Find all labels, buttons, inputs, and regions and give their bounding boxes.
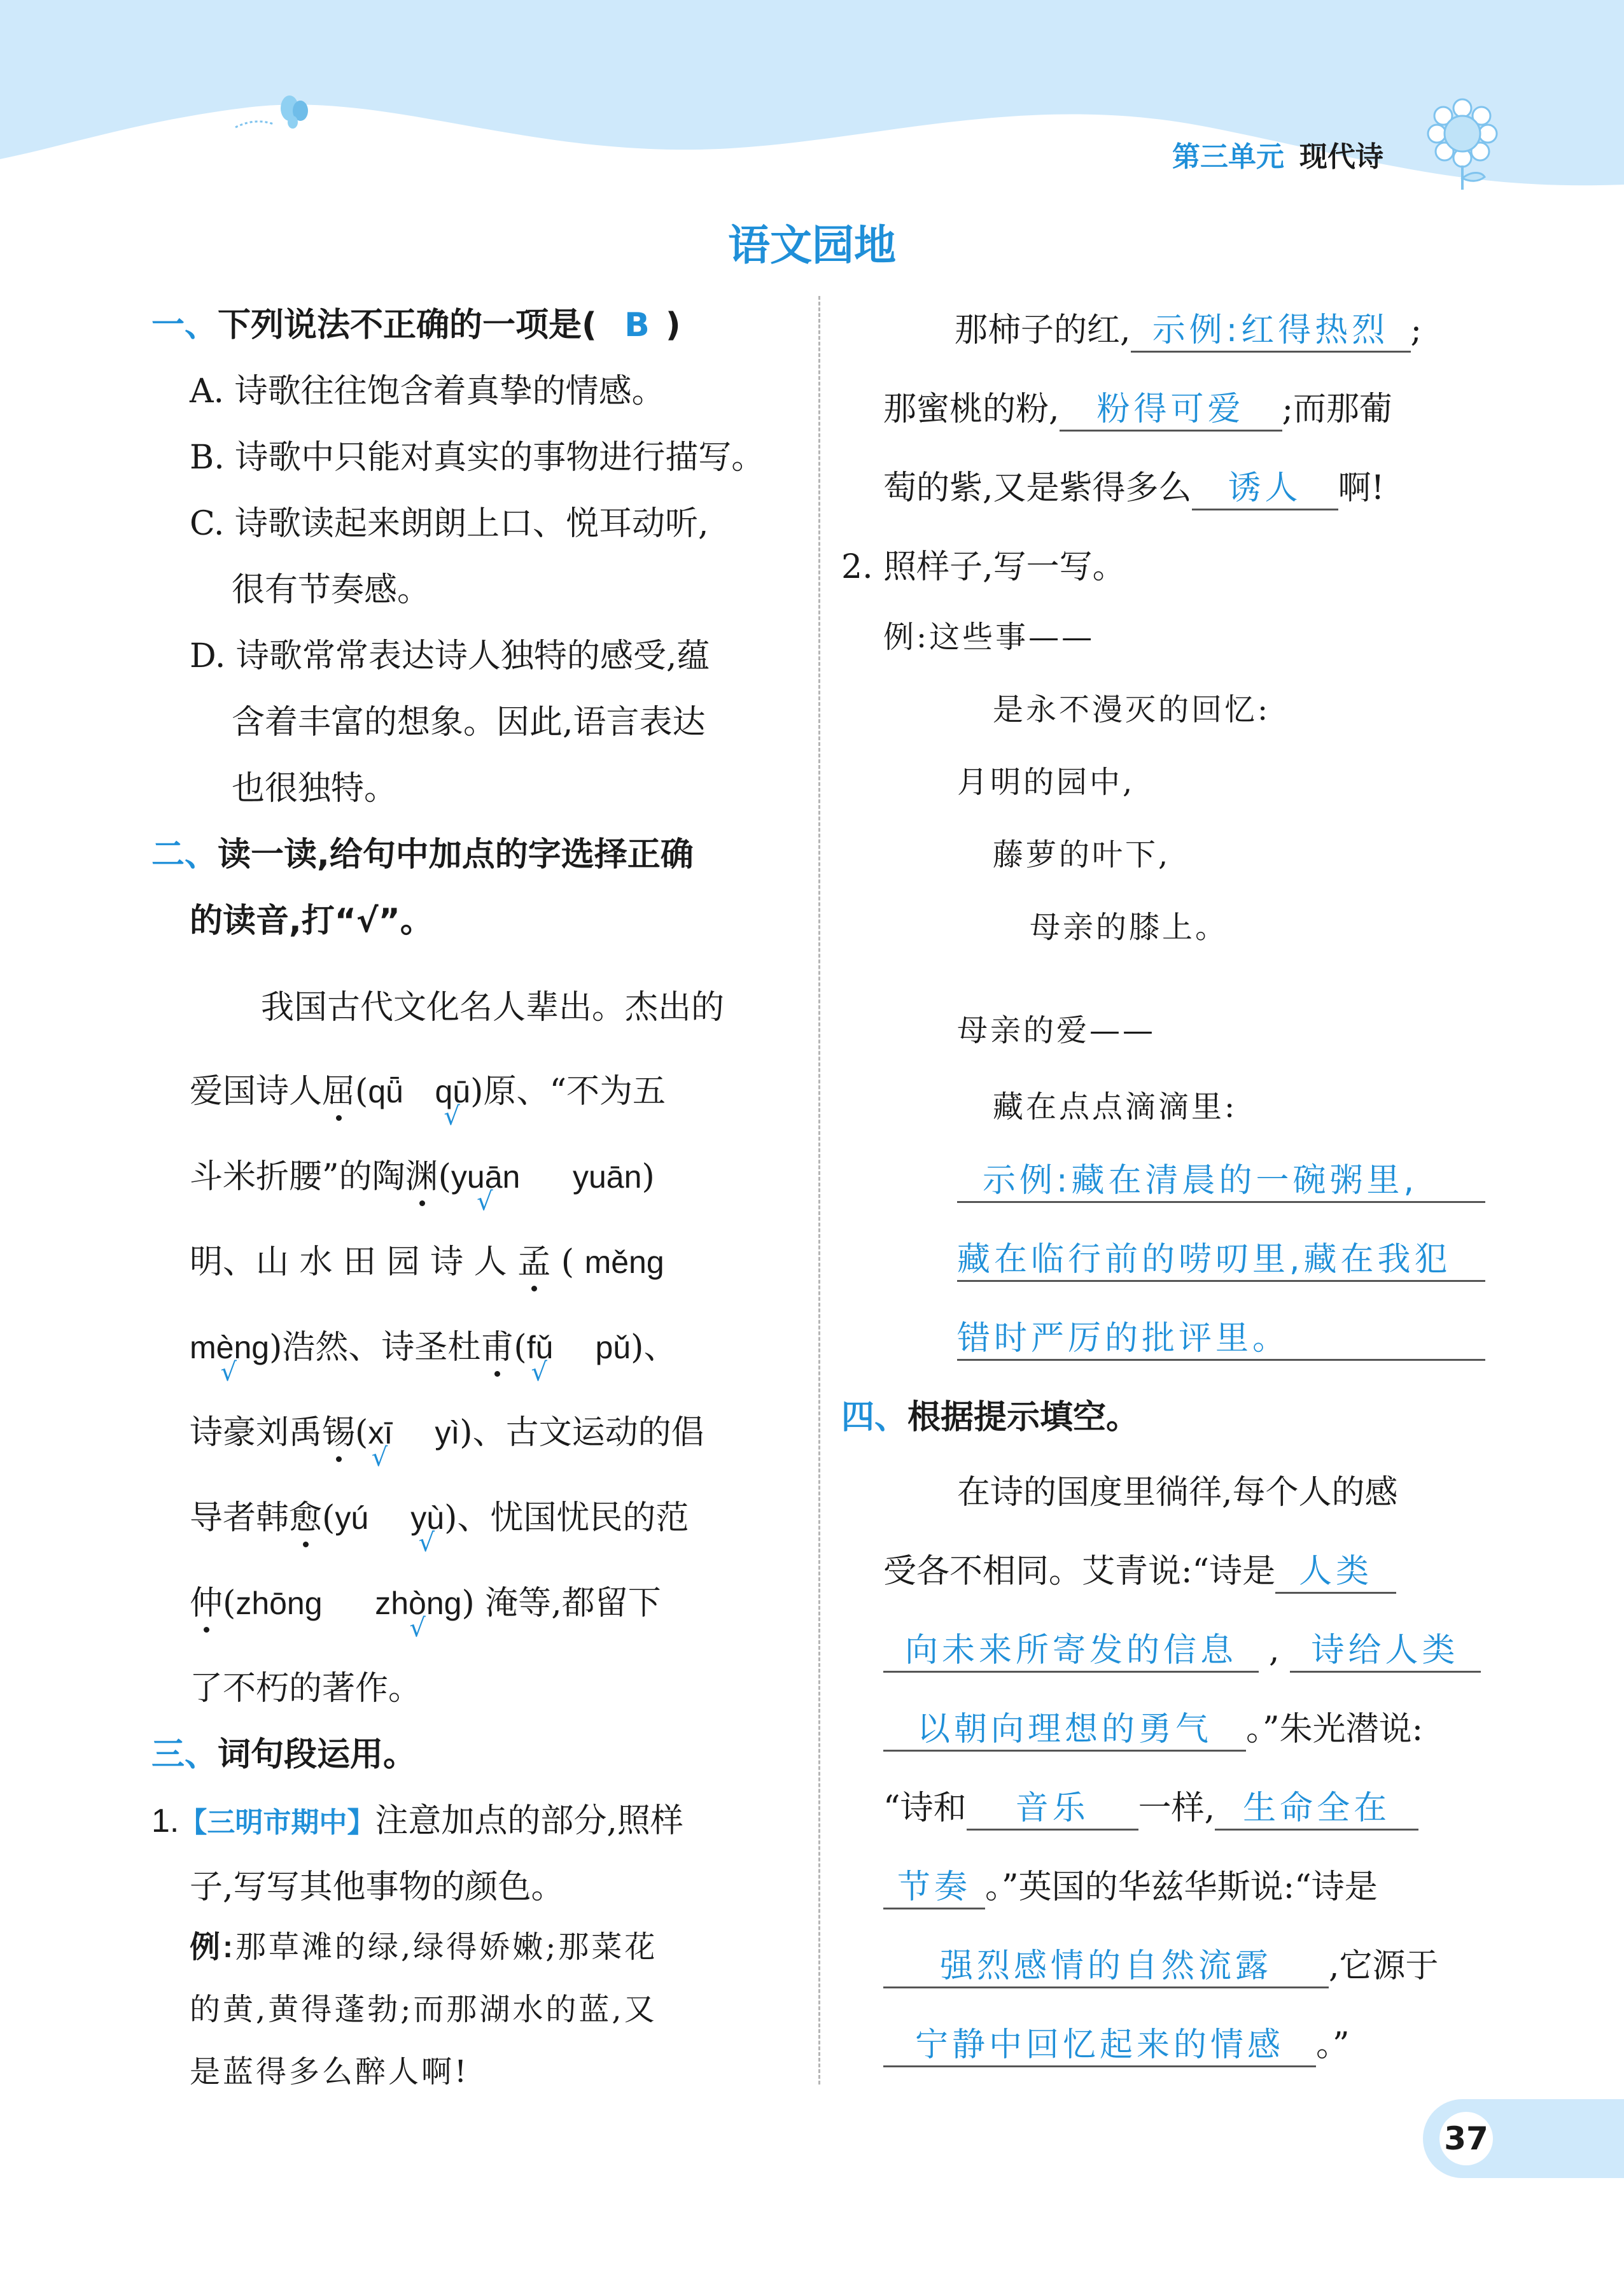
dotted-char: 愈 <box>289 1499 323 1537</box>
option-c-line1: C. 诗歌读起来朗朗上口、悦耳动听, <box>190 505 709 543</box>
dotted-char: 甫 <box>480 1328 514 1367</box>
fill-line-2: 那蜜桃的粉, 粉得可爱 ;而那葡 <box>883 382 1392 432</box>
close-paren: ) <box>665 306 681 344</box>
section-title-text: 读一读,给句中加点的字选择正确 <box>218 836 694 874</box>
pinyin-option: pǔ <box>595 1330 631 1365</box>
poem-line-2: 是永不漫灭的回忆: <box>993 692 1271 728</box>
answer-blank: 粉得可爱 <box>1060 382 1282 432</box>
option-a: A. 诗歌往往饱含着真挚的情感。 <box>190 372 665 411</box>
unit-label: 第三单元 <box>1172 141 1284 173</box>
section-title-text: 词句段运用。 <box>218 1736 417 1774</box>
option-d-line1: D. 诗歌常常表达诗人独特的感受,蕴 <box>190 637 710 675</box>
unit-name: 现代诗 <box>1299 141 1383 173</box>
poem-line-4: 藤萝的叶下, <box>993 837 1171 873</box>
handwritten-answer-2: 藏在临行前的唠叨里,藏在我犯 <box>957 1232 1485 1282</box>
passage-line-9: 了不朽的著作。 <box>190 1670 422 1708</box>
section-2-title-line1 <box>151 827 694 875</box>
section-1-title <box>151 298 681 346</box>
pinyin-option: zhōng <box>235 1585 323 1621</box>
dotted-char: 渊 <box>405 1158 438 1196</box>
fill-line-1: 那柿子的红, 示例:红得热烈 ; <box>955 303 1422 353</box>
passage-4-line-6: 节奏 。”英国的华兹华斯说:“诗是 <box>883 1860 1378 1909</box>
handwritten-answer-1: 示例:藏在清晨的一碗粥里, <box>957 1153 1485 1203</box>
poem-line-5: 母亲的膝上。 <box>1030 910 1229 945</box>
answer-blank: 生命全在 <box>1215 1781 1418 1831</box>
section-3-title <box>151 1727 416 1775</box>
column-divider <box>818 296 820 2085</box>
answer-blank: 诗给人类 <box>1290 1623 1481 1673</box>
poem-line-6: 母亲的爱—— <box>957 1013 1156 1048</box>
passage-4-line-1: 在诗的国度里徜徉,每个人的感 <box>957 1473 1398 1512</box>
section-title-text: 下列说法不正确的一项是( <box>218 306 597 344</box>
option-c-line2: 很有节奏感。 <box>232 571 431 609</box>
question-1: 1.【三明市期中】注意加点的部分,照样 <box>151 1802 683 1840</box>
passage-4-line-7: 强烈感情的自然流露 ,它源于 <box>883 1939 1439 1988</box>
option-d-line2: 含着丰富的想象。因此,语言表达 <box>232 703 706 742</box>
dotted-char: 锡 <box>322 1414 356 1452</box>
question-1-line2: 子,写写其他事物的颜色。 <box>190 1868 564 1906</box>
poem-line-7: 藏在点点滴滴里: <box>993 1089 1238 1125</box>
section-number: 三、 <box>151 1736 218 1774</box>
passage-line-3: 斗米折腰”的陶渊(yuān √ yuān) <box>190 1150 655 1197</box>
answer-blank: 以朝向理想的勇气 <box>883 1702 1246 1752</box>
section-2-title-line2: 的读音,打“√”。 <box>190 902 433 940</box>
pinyin-option: měng <box>584 1244 664 1280</box>
passage-line-8: 仲(zhōng zhòng √) 淹等,都留下 <box>190 1576 661 1624</box>
source-tag: 【三明市期中】 <box>179 1806 375 1839</box>
question-2: 2. 照样子,写一写。 <box>841 548 1126 586</box>
section-4-title <box>841 1390 1139 1438</box>
section-title-text: 根据提示填空。 <box>907 1398 1140 1437</box>
dotted-char: 仲 <box>190 1584 223 1622</box>
pinyin-option-checked: mèng √ <box>190 1330 269 1365</box>
pinyin-option-checked: yù √ <box>410 1500 444 1536</box>
page-title: 语文园地 <box>728 221 896 270</box>
unit-heading <box>1172 134 1383 174</box>
example-line-1: 例:那草滩的绿,绿得娇嫩;那菜花 <box>190 1929 658 1965</box>
dotted-char: 孟 <box>517 1243 551 1281</box>
answer-blank: 节奏 <box>883 1860 985 1909</box>
passage-4-line-4: 以朝向理想的勇气 。”朱光潜说: <box>883 1702 1423 1752</box>
fill-line-3: 萄的紫,又是紫得多么 诱人 啊! <box>883 461 1384 510</box>
passage-4-line-8: 宁静中回忆起来的情感 。” <box>883 2018 1350 2067</box>
passage-line-2: 爱国诗人屈(qǖ qū √)原、“不为五 <box>190 1064 666 1112</box>
passage-line-4: 明、山 水 田 园 诗 人 孟 ( měng <box>190 1243 664 1281</box>
pinyin-option-checked: xī √ <box>368 1415 393 1451</box>
dotted-char: 屈 <box>322 1072 356 1111</box>
answer-choice: B <box>624 306 650 344</box>
example-line-3: 是蓝得多么醉人啊! <box>190 2054 470 2090</box>
butterfly-icon <box>229 89 318 140</box>
sunflower-icon <box>1424 95 1501 191</box>
pinyin-option-checked: zhòng √ <box>375 1585 461 1621</box>
passage-4-line-2: 受各不相同。艾青说:“诗是 人类 <box>883 1544 1396 1594</box>
pinyin-option: yú <box>335 1500 369 1536</box>
passage-line-7: 导者韩愈(yú yù √)、忧国忧民的范 <box>190 1491 689 1538</box>
example-line-2: 的黄,黄得蓬勃;而那湖水的蓝,又 <box>190 1992 657 2027</box>
section-number: 四、 <box>841 1398 908 1437</box>
answer-blank: 向未来所寄发的信息 <box>883 1623 1259 1673</box>
handwritten-answer-3: 错时严厉的批评里。 <box>957 1311 1485 1361</box>
pinyin-option-checked: yuān √ <box>451 1159 520 1195</box>
answer-blank: 示例:红得热烈 <box>1131 303 1411 353</box>
page-number: 37 <box>1439 2112 1493 2165</box>
pinyin-option: yì <box>435 1415 460 1451</box>
answer-blank: 宁静中回忆起来的情感 <box>883 2018 1316 2067</box>
poem-line-3: 月明的园中, <box>957 764 1135 800</box>
section-number: 二、 <box>151 836 218 874</box>
passage-line-1: 我国古代文化名人辈出。杰出的 <box>261 988 725 1027</box>
pinyin-option: qǖ <box>368 1074 403 1109</box>
option-b: B. 诗歌中只能对真实的事物进行描写。 <box>190 439 765 477</box>
pinyin-option-checked: qū √ <box>435 1074 471 1109</box>
pinyin-option-checked: fǔ √ <box>527 1330 554 1365</box>
pinyin-option: yuān <box>573 1159 642 1195</box>
answer-blank: 人类 <box>1275 1544 1396 1594</box>
passage-line-5: mèng √)浩然、诗圣杜甫(fǔ √ pǔ)、 <box>190 1320 676 1368</box>
answer-blank: 强烈感情的自然流露 <box>883 1939 1329 1988</box>
answer-blank: 诱人 <box>1192 461 1338 510</box>
option-d-line3: 也很独特。 <box>232 770 398 808</box>
answer-blank: 音乐 <box>967 1781 1138 1831</box>
poem-line-1: 例:这些事—— <box>883 619 1095 655</box>
passage-line-6: 诗豪刘禹锡(xī √ yì)、古文运动的倡 <box>190 1405 704 1453</box>
section-number: 一、 <box>151 306 218 344</box>
passage-4-line-5: “诗和 音乐 一样, 生命全在 <box>883 1781 1418 1831</box>
passage-4-line-3: 向未来所寄发的信息 , 诗给人类 <box>883 1623 1481 1673</box>
